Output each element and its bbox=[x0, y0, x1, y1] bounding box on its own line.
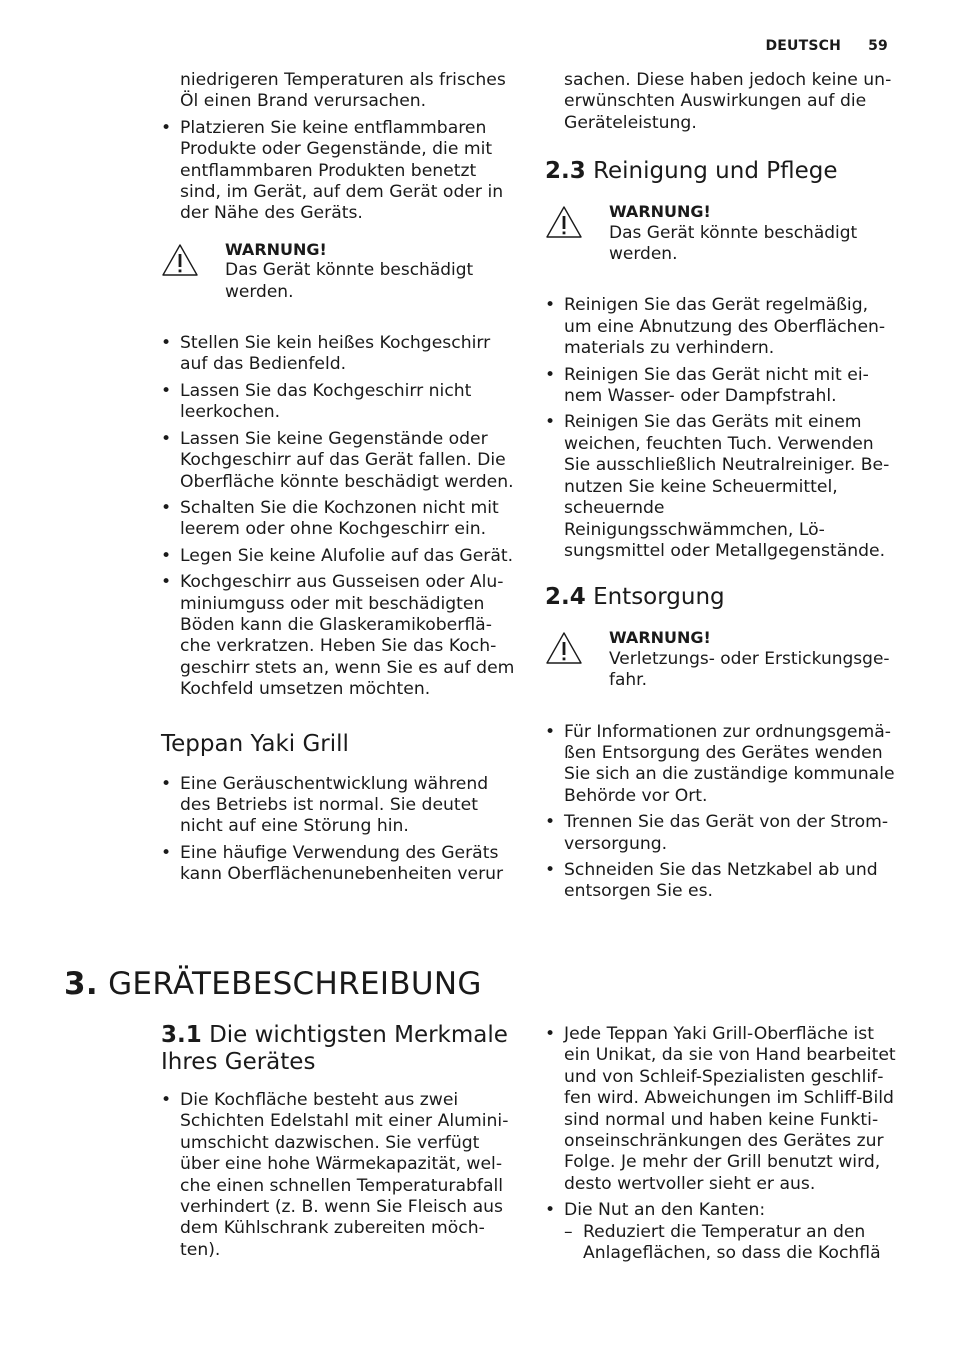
header-language: DEUTSCH bbox=[765, 38, 842, 54]
warning-title: WARNUNG! bbox=[609, 628, 711, 648]
list-item: • Die Kochfläche besteht aus zwei Schichten Edelstahl mit einer Aluminiumschicht dazwischen. Sie verfügt über eine hohe Wärmekapazität, welche einen schnellen Temperaturabfall verhindert (z. B. wenn Sie Fleisch aus dem Kühlschrank zubereiten möchten). bbox=[161, 1090, 515, 1261]
chapter-number: 3. bbox=[64, 966, 98, 1002]
right-column-bottom bbox=[545, 1024, 897, 1269]
list-item: • Reinigen Sie das Gerät nicht mit einem Wasser- oder Dampfstrahl. bbox=[545, 365, 897, 408]
bullet-list bbox=[161, 333, 515, 701]
list-item: • Legen Sie keine Alufolie auf das Gerät. bbox=[161, 546, 515, 567]
page-number: 59 bbox=[868, 38, 888, 54]
list-item: • Schneiden Sie das Netzkabel ab und entsorgen Sie es. bbox=[545, 860, 897, 903]
list-item: • Eine häufige Verwendung des Geräts kann Oberflächenunebenheiten verur bbox=[161, 843, 515, 886]
warning-title: WARNUNG! bbox=[225, 239, 327, 259]
warning-text: Das Gerät könnte beschädigt werden. bbox=[609, 222, 858, 265]
list-item: • Trennen Sie das Gerät von der Stromversorgung. bbox=[545, 812, 897, 855]
bullet-list bbox=[545, 1024, 897, 1264]
section-heading-3-1 bbox=[161, 1022, 515, 1076]
section-title: Die wichtigsten Merkmale Ihres Gerätes bbox=[161, 1022, 508, 1075]
list-item bbox=[545, 1200, 897, 1264]
warning-text: Das Gerät könnte beschädigt werden. bbox=[225, 260, 474, 302]
dash-list bbox=[564, 1222, 897, 1265]
page-header bbox=[765, 38, 888, 54]
warning-box bbox=[161, 239, 515, 303]
bullet-list bbox=[161, 118, 515, 225]
warning-triangle-icon bbox=[545, 631, 583, 665]
list-item: • Jede Teppan Yaki Grill-Oberfläche ist ein Unikat, da sie von Hand bearbeitet und von Schleif-Spezialisten geschliffen wird. Abweichungen im Schliff-Bild sind normal und haben keine Funktionseinschränkungen des Gerätes zur Folge. Je mehr der Grill benutzt wird, desto wertvoller sieht er aus. bbox=[545, 1024, 897, 1195]
list-item: • Reinigen Sie das Geräts mit einem weichen, feuchten Tuch. Verwenden Sie ausschließlich Neutralreiniger. Benutzen Sie keine Scheuermittel, scheuernde Reinigungsschwämmchen, Lösungsmittel oder Metallgegenstände. bbox=[545, 412, 897, 562]
warning-triangle-icon bbox=[161, 243, 199, 277]
left-column-top bbox=[161, 70, 515, 891]
list-item: • Kochgeschirr aus Gusseisen oder Aluminiumguss oder mit beschädigten Böden kann die Glaskeramikoberfläche verkratzen. Heben Sie das Kochgeschirr stets an, wenn Sie es auf dem Kochfeld umsetzen möchten. bbox=[161, 572, 515, 700]
continued-text: niedrigeren Temperaturen als frisches Öl einen Brand verursachen. bbox=[180, 70, 506, 112]
list-item: • Schalten Sie die Kochzonen nicht mit leerem oder ohne Kochgeschirr ein. bbox=[161, 498, 515, 541]
section-heading-teppan: Teppan Yaki Grill bbox=[161, 730, 349, 757]
continued-text: sachen. Diese haben jedoch keine unerwünschten Auswirkungen auf die Geräteleistung. bbox=[564, 70, 892, 133]
right-column-top bbox=[545, 70, 897, 908]
warning-triangle-icon bbox=[545, 205, 583, 239]
left-column-bottom bbox=[161, 1022, 515, 1266]
warning-text: Verletzungs- oder Erstickungsgefahr. bbox=[609, 648, 890, 691]
chapter-title: GERÄTEBESCHREIBUNG bbox=[108, 966, 482, 1002]
section-number: 2.4 bbox=[545, 584, 586, 611]
section-number: 3.1 bbox=[161, 1022, 202, 1048]
section-heading-2-4 bbox=[545, 584, 897, 611]
warning-box bbox=[545, 201, 897, 265]
list-item: • Für Informationen zur ordnungsgemäßen Entsorgung des Gerätes wenden Sie sich an die zuständige kommunale Behörde vor Ort. bbox=[545, 722, 897, 808]
list-item: • Stellen Sie kein heißes Kochgeschirr auf das Bedienfeld. bbox=[161, 333, 515, 376]
bullet-list bbox=[545, 722, 897, 903]
bullet-list bbox=[161, 1090, 515, 1261]
list-item-text: Die Nut an den Kanten: bbox=[564, 1200, 766, 1221]
section-heading-2-3 bbox=[545, 158, 897, 185]
section-title: Entsorgung bbox=[593, 584, 725, 611]
section-number: 2.3 bbox=[545, 158, 586, 185]
list-item: • Lassen Sie das Kochgeschirr nicht leerkochen. bbox=[161, 381, 515, 424]
list-item: • Platzieren Sie keine entflammbaren Produkte oder Gegenstände, die mit entflammbaren Produkten benetzt sind, im Gerät, auf dem Gerät oder in der Nähe des Geräts. bbox=[161, 118, 515, 225]
chapter-heading bbox=[64, 966, 482, 1002]
warning-title: WARNUNG! bbox=[609, 202, 711, 222]
bullet-list bbox=[545, 295, 897, 562]
list-item: • Lassen Sie keine Gegenstände oder Kochgeschirr auf das Gerät fallen. Die Oberfläche könnte beschädigt werden. bbox=[161, 429, 515, 493]
dash-item: – Reduziert die Temperatur an den Anlageflächen, so dass die Kochflä bbox=[564, 1222, 897, 1265]
section-title: Reinigung und Pflege bbox=[593, 158, 838, 185]
bullet-list bbox=[161, 774, 515, 886]
list-item: • Reinigen Sie das Gerät regelmäßig, um eine Abnutzung des Oberflächenmaterials zu verhindern. bbox=[545, 295, 897, 359]
warning-box bbox=[545, 627, 897, 691]
list-item: • Eine Geräuschentwicklung während des Betriebs ist normal. Sie deutet nicht auf eine Störung hin. bbox=[161, 774, 515, 838]
